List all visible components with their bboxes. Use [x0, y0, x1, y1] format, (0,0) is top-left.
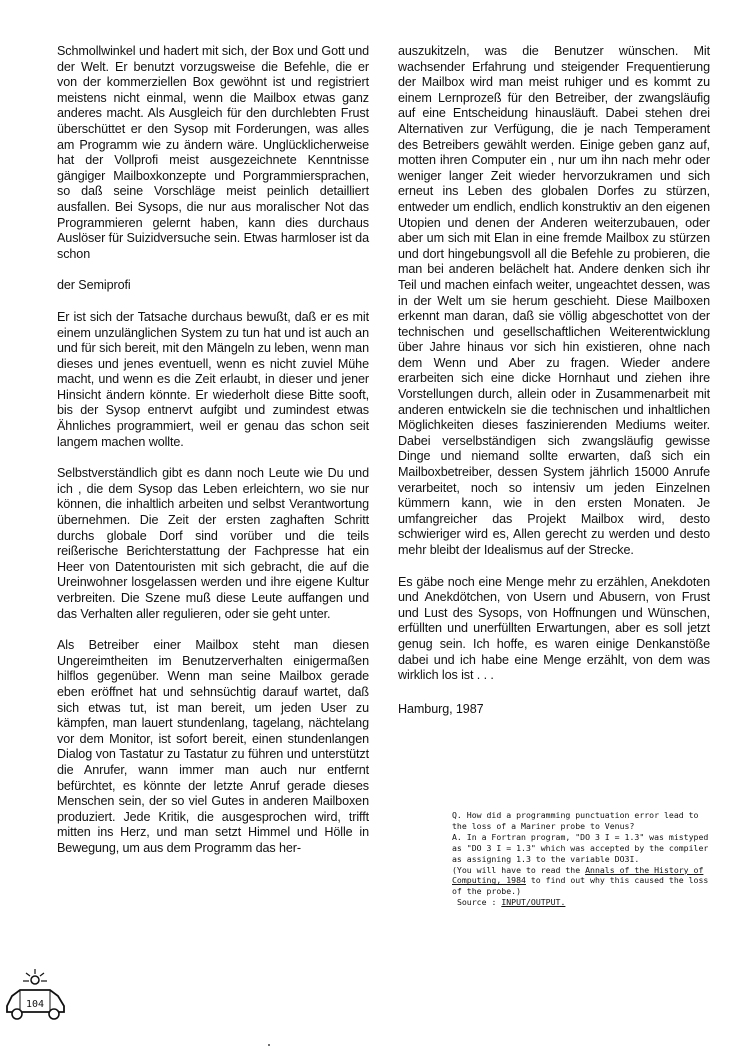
paragraph: Selbstverständlich gibt es dann noch Leute wie Du und ich , die dem Sysop das Leben erleichtern, wo sie nur können, die inhaltlich arbeiten und selbst Verantwortung übernehmen. Die Zeit der ersten zaghaften Schritt durchs globale Dorf sind vorüber und die teils reißerische Berichterstattung der Fachpresse hat ein Heer von Datentouristen mit sich gebracht, die auf die Ureinwohner losgelassen werden und ihre eigene Kultur verbreiten. Die Szene muß diese Leute auffangen und das Verhalten aller regulieren, oder sie geht unter.: [57, 466, 369, 621]
left-column: [57, 44, 369, 873]
source-value: INPUT/OUTPUT.: [501, 897, 566, 908]
paragraph: Als Betreiber einer Mailbox steht man diesen Ungereimtheiten im Benutzerverhalten einigermaßen hilflos gegenüber. Wenn man seine Mailbox gerade eben eröffnet hat und sehnsüchtig darauf wartet, daß sich etwas tut, ist man bereit, um jeden User zu kämpfen, man lauert stundenlang, tagelang, nächtelang vor dem Monitor, ist sofort bereit, einen stundenlangen Dialog von Tastatur zu Tastatur zu führen und unterstützt die Anrufer, wann immer man auch nur entfernt befürchtet, es könnte der letzte Anruf gerade dieses Menschen sein, der so viel Gutes in anderen Mailboxen produziert. Jede Kritik, die ausgesprochen wird, trifft mitten ins Herz, und man setzt Himmel und Hölle in Bewegung, um aus dem Programm das her-: [57, 638, 369, 855]
reference-title: Annals of the History of Computing, 1984: [452, 864, 704, 886]
paragraph: auszukitzeln, was die Benutzer wünschen. Mit wachsender Erfahrung und steigender Frequentierung der Mailbox wird man meist ruhiger und es kommt zu einem Lernprozeß für den Betreiber, der zwangsläufig auf eine Entscheidung hinausläuft. Dabei stehen drei Alternativen zur Verfügung, die je nach Temperament des Betreibers gewählt werden. Einige geben ganz auf, motten ihren Computer ein , nur um ihn nach mehr oder weniger langer Zeit wieder hervorzukramen und sich erneut ins Leben des globalen Dorfes zu stürzen, entweder um endlich, endlich konstruktiv an den eigenen Utopien und denen der Anderen weiterzubauen, oder aber um sich mit Elan in eine fremde Mailbox zu stürzen und dort hingebungsvoll all die Befehle zu probieren, die man bei anderen belächelt hat. Andere denken sich ihr Teil und machen einfach weiter, ungeachtet dessen, was in der Welt um sie herum geschieht. Diese Mailboxen erkennt man daran, daß sie völlig abgeschottet von der technischen und gesellschaftlichen Weiterentwicklung über Jahre hinaus vor sich hin existieren, ohne nach dem Wenn und Aber zu fragen. Wieder andere erarbeiten sich eine dicke Hornhaut und ziehen ihre Vorstellungen durch, allein oder in Zusammenarbeit mit anderen entwickeln sie die technischen und inhaltlichen Möglichkeiten dieses faszinierenden Mediums weiter. Dabei verselbständigen sich zwangsläufig gewisse Dinge und niemand sollte erwarten, daß sich ein Mailboxbetreiber, dessen System jährlich 15000 Anrufe verarbeitet, noch so intensiv um jeden Einzelnen kümmern kann, wie in den ersten Monaten. Je umfangreicher das Projekt Mailbox wird, desto schwieriger wird es, Allen gerecht zu werden und desto mehr bleibt der Idealismus auf der Strecke.: [398, 44, 710, 557]
trivia-box: [452, 810, 714, 908]
paragraph: Schmollwinkel und hadert mit sich, der Box und Gott und der Welt. Er benutzt vorzugsweise die Befehle, die er von der kommerziellen Box gewöhnt ist und registriert meistens nicht einmal, wenn die Mailbox etwas ganz anderes macht. Als Ausgleich für den durchlebten Frust überschüttet er den Sysop mit Forderungen, was alles am Programm wie zu ändern wäre. Unglücklicherweise hat der Vollprofi meist ausgezeichnete Kenntnisse gängiger Mailboxkonzepte und Porgrammiersprachen, so daß seine Vorschläge meist peinlich detailliert ausfallen. Bei Sysops, die nur aus moralischer Not das Programmieren gelernt haben, kann dies durchaus Auslöser für Suizidversuche sein. Etwas harmloser ist da schon: [57, 44, 369, 261]
car-icon: [2, 966, 68, 1022]
place-date: Hamburg, 1987: [398, 701, 484, 716]
page-number: 104: [25, 999, 45, 1010]
section-heading: der Semiprofi: [57, 278, 131, 293]
trivia-answer: A. In a Fortran program, "DO 3 I = 1.3" was mistyped as "DO 3 I = 1.3" which was accepted by the compiler as assigning 1.3 to the variable DO3I.: [452, 831, 709, 864]
right-column: [398, 44, 710, 733]
trivia-source: Source : INPUT/OUTPUT.: [456, 897, 566, 908]
trivia-reference: (You will have to read the Annals of the History of Computing, 1984 to find out why this caused the loss of the probe.): [452, 864, 709, 897]
stray-dot: [268, 1044, 270, 1046]
paragraph: Es gäbe noch eine Menge mehr zu erzählen, Anekdoten und Anekdötchen, von Usern und Abusern, von Frust und Lust des Sysops, von Hoffnungen und Wünschen, erfüllten und unerfüllten Erwartungen, aber es soll jetzt genug sein. Ich hoffe, es waren einige Denkanstöße dabei und ich habe eine Menge erzählt, von dem was wirklich los ist . . .: [398, 574, 710, 683]
paragraph: Er ist sich der Tatsache durchaus bewußt, daß er es mit einem unzulänglichen System zu tun hat und ist auch an und für sich bereit, mit den Mängeln zu leben, wenn man dieses und jenes eventuell, wenn es nicht zuviel Mühe macht, und wenn es die Zeit erlaubt, in dieser und jener Hinsicht ändern könnte. Er wiederholt diese Bitte sooft, bis der Sysop entnervt aufgibt und zumindest etwas Ähnliches programmiert, weil er genau das schon seit langem machen wollte.: [57, 309, 369, 449]
trivia-question: Q. How did a programming punctuation error lead to the loss of a Mariner probe to Venus?: [452, 810, 699, 831]
